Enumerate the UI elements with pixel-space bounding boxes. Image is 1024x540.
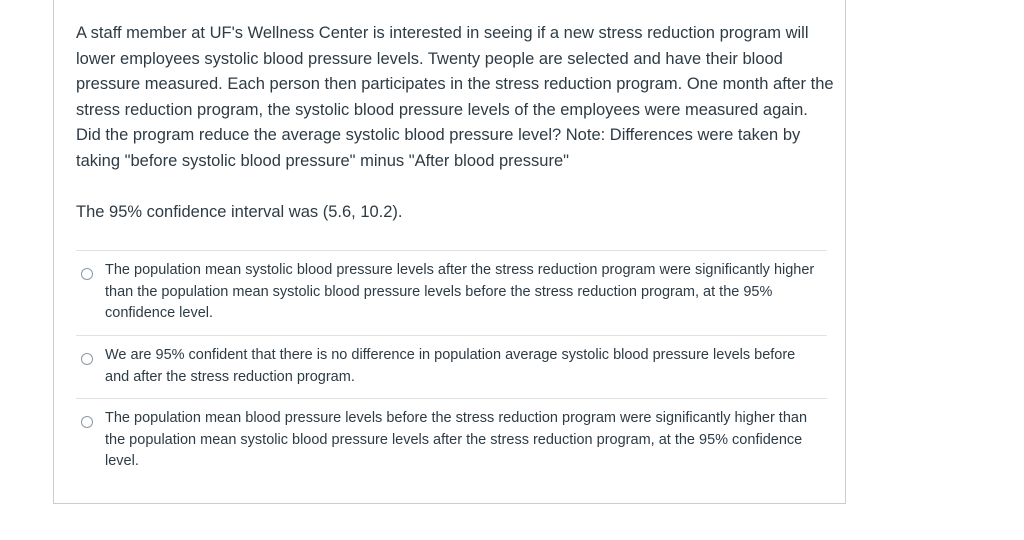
answer-list bbox=[76, 250, 827, 483]
question-card bbox=[53, 0, 846, 504]
radio-button[interactable] bbox=[81, 268, 93, 280]
answer-option-3[interactable] bbox=[76, 398, 827, 483]
answer-label[interactable]: We are 95% confident that there is no difference in population average systolic blood pressure levels before and after the stress reduction program. bbox=[105, 347, 796, 385]
radio-button[interactable] bbox=[81, 353, 93, 365]
question-text: A staff member at UF's Wellness Center is interested in seeing if a new stress reduction program will lower employees systolic blood pressure levels. Twenty people are selected and have their blood pressure measured. Each person then participates in the stress reduction program. One month after the stress reduction program, the systolic blood pressure levels of the employees were measured again. Did the program reduce the average systolic blood pressure level? Note: Differences were taken by taking "before systolic blood pressure" minus "After blood pressure" bbox=[76, 24, 834, 170]
radio-button[interactable] bbox=[81, 416, 93, 428]
confidence-interval-text: The 95% confidence interval was (5.6, 10.2). bbox=[76, 203, 403, 221]
answer-label[interactable]: The population mean systolic blood pressure levels after the stress reduction program were significantly higher than the population mean systolic blood pressure levels before the stress reduction program, at the 95% confidence level. bbox=[105, 262, 815, 321]
answer-label[interactable]: The population mean blood pressure levels before the stress reduction program were significantly higher than the population mean systolic blood pressure levels after the stress reduction program, at the 95% confidence level. bbox=[105, 410, 808, 469]
answer-option-2[interactable] bbox=[76, 335, 827, 398]
answer-option-1[interactable] bbox=[76, 250, 827, 335]
